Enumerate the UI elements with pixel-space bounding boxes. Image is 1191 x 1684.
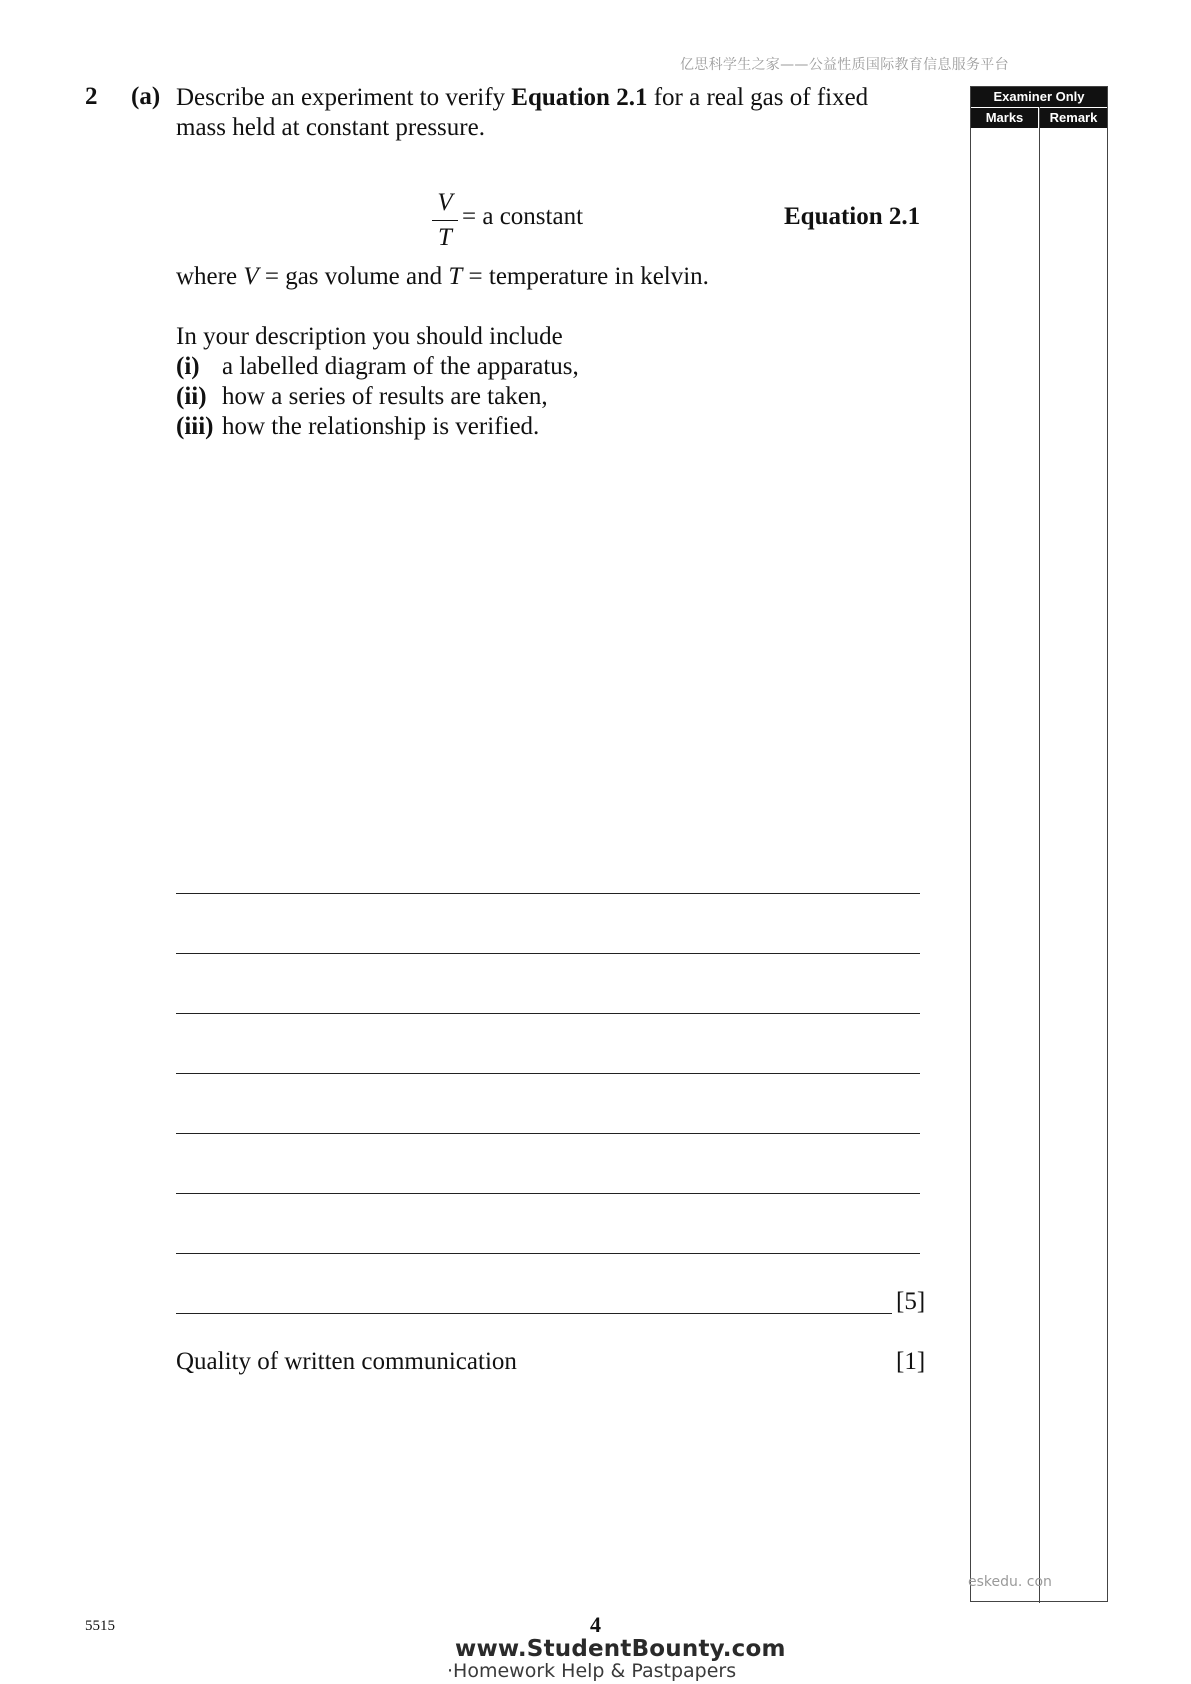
examiner-only-header: Examiner Only (971, 87, 1107, 107)
qwc-label: Quality of written communication (176, 1348, 517, 1375)
answer-line[interactable] (176, 1013, 920, 1014)
description-instruction: In your description you should include (176, 323, 563, 350)
list-item (176, 413, 539, 441)
answer-line[interactable] (176, 1253, 920, 1254)
question-part: (a) (131, 83, 161, 110)
answer-line[interactable] (176, 1193, 920, 1194)
item-label: (i) (176, 353, 200, 380)
equation-label: Equation 2.1 (784, 203, 921, 230)
paper-code: 5515 (85, 1618, 115, 1634)
stem-prefix: Describe an experiment to verify (176, 84, 512, 111)
qwc-marks: [1] (896, 1348, 926, 1375)
where-middle: = gas volume and (258, 263, 449, 290)
item-text: how the relationship is verified. (222, 413, 540, 440)
equation-fraction (432, 188, 458, 253)
equation-rhs: = a constant (462, 203, 584, 230)
item-label: (ii) (176, 383, 207, 410)
studentbounty-tagline: ·Homework Help & Pastpapers (447, 1660, 737, 1682)
item-text: a labelled diagram of the apparatus, (222, 353, 579, 380)
answer-line[interactable] (176, 1313, 892, 1314)
where-suffix: = temperature in kelvin. (462, 263, 709, 290)
marks-allocation: [5] (896, 1288, 926, 1315)
variable-definitions (176, 263, 709, 291)
equation-numerator: V (432, 188, 458, 221)
list-item (176, 353, 579, 381)
list-item (176, 383, 548, 411)
where-v: V (243, 263, 259, 290)
studentbounty-url: www.StudentBounty.com (455, 1636, 786, 1662)
column-divider (1039, 107, 1040, 1603)
examiner-only-column (970, 86, 1108, 1602)
stem-equation-ref: Equation 2.1 (511, 84, 648, 111)
remark-header: Remark (1040, 108, 1107, 128)
answer-line[interactable] (176, 1133, 920, 1134)
item-text: how a series of results are taken, (222, 383, 548, 410)
question-stem (176, 83, 916, 143)
header-watermark: 亿思科学生之家——公益性质国际教育信息服务平台 (680, 57, 1009, 73)
page-number: 4 (590, 1612, 601, 1637)
where-prefix: where (176, 263, 244, 290)
answer-line[interactable] (176, 893, 920, 894)
side-watermark: eskedu. con (968, 1574, 1052, 1590)
stem-suffix: for a real gas of fixed mass held at constant pressure. (176, 84, 869, 141)
answer-line[interactable] (176, 953, 920, 954)
question-number: 2 (85, 83, 98, 110)
where-t: T (448, 263, 463, 290)
marks-header: Marks (971, 108, 1038, 128)
item-label: (iii) (176, 413, 214, 440)
equation-denominator: T (438, 224, 452, 251)
answer-line[interactable] (176, 1073, 920, 1074)
